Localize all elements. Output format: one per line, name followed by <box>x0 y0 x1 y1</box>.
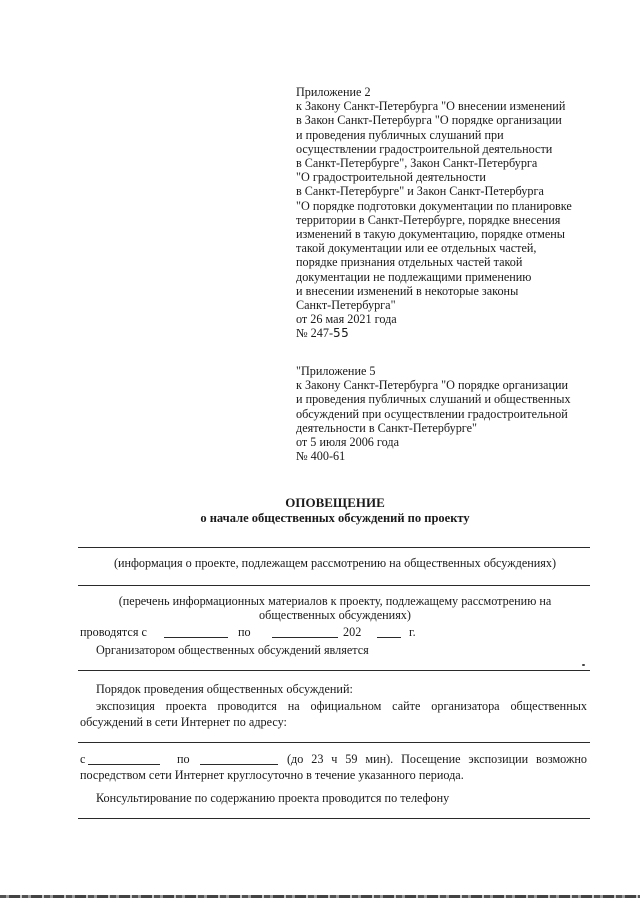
consult-line <box>78 818 590 819</box>
annex-2-line: от 26 мая 2021 года <box>296 312 397 327</box>
annex-5-line: обсуждений при осуществлении градостроительной <box>296 406 568 421</box>
annex-2-line: осуществлении градостроительной деятельности <box>296 141 553 156</box>
annex-2-line: такой документации или ее отдельных частей, <box>296 241 537 256</box>
annex-2-header <box>296 85 596 341</box>
visit-text-2: посредством сети Интернет круглосуточно в течение указанного периода. <box>80 768 464 782</box>
organizer-line <box>78 670 590 671</box>
period-row <box>80 625 147 639</box>
from-label: с <box>80 752 86 766</box>
project-info-line <box>78 547 590 548</box>
materials-caption-1: (перечень информационных материалов к проекту, подлежащему рассмотрению на <box>118 594 552 608</box>
annex-2-line: "О градостроительной деятельности <box>296 170 486 185</box>
annex-5-line: "Приложение 5 <box>296 364 376 378</box>
project-info-caption: (информация о проекте, подлежащем рассмотрению на общественных обсуждениях) <box>113 556 557 570</box>
from-date-blank <box>88 764 160 765</box>
period-year-blank <box>377 637 401 638</box>
notice-title: ОПОВЕЩЕНИЕ <box>285 495 385 510</box>
materials-caption-2: общественных обсуждениях) <box>259 608 411 622</box>
annex-2-line: "О порядке подготовки документации по планировке <box>296 198 572 213</box>
annex-5-line: № 400-61 <box>296 449 346 464</box>
period-to-label: по <box>238 625 251 639</box>
annex-2-line: к Закону Санкт-Петербурга "О внесении изменений <box>296 99 566 114</box>
annex-2-line: порядке признания отдельных частей такой <box>296 255 523 270</box>
annex-2-line: Санкт-Петербурга" <box>296 298 396 313</box>
annex-2-line: в Закон Санкт-Петербурга "О порядке организации <box>296 113 562 128</box>
annex-2-line: и проведения публичных слушаний при <box>296 127 504 142</box>
annex-5-header <box>296 364 596 463</box>
organizer-label: Организатором общественных обсуждений является <box>96 643 369 657</box>
period-end-blank <box>272 637 338 638</box>
materials-line <box>78 585 590 586</box>
annex-5-line: от 5 июля 2006 года <box>296 435 399 450</box>
annex-2-line: в Санкт-Петербурге" и Закон Санкт-Петербурга <box>296 184 544 199</box>
exposition-paragraph: экспозиция проекта проводится на официальном сайте организатора общественных обсуждений в сети Интернет по адресу: <box>80 699 587 729</box>
scan-edge <box>0 895 640 898</box>
law-number-handwritten: 55 <box>333 326 350 341</box>
period-year-label: 202 <box>343 625 362 639</box>
annex-2-line: и внесении изменений в некоторые законы <box>296 283 519 298</box>
visit-text: (до 23 ч 59 мин). Посещение экспозиции возможно <box>287 752 587 766</box>
annex-2-line: в Санкт-Петербурге", Закон Санкт-Петербурга <box>296 156 538 171</box>
consult-label: Консультирование по содержанию проекта проводится по телефону <box>96 791 450 805</box>
annex-5-line: к Закону Санкт-Петербурга "О порядке организации <box>296 378 569 393</box>
annex-2-line: Приложение 2 <box>296 85 371 99</box>
law-number-prefix: № 247- <box>296 326 334 341</box>
to-date-blank <box>200 764 278 765</box>
to-label: по <box>177 752 190 766</box>
annex-2-line: территории в Санкт-Петербурге, порядке внесения <box>296 212 561 227</box>
period-start-blank <box>164 637 228 638</box>
exposition-text <box>80 698 587 730</box>
notice-subtitle: о начале общественных обсуждений по проекту <box>200 511 470 525</box>
annex-2-line: изменений в такую документацию, порядке отмены <box>296 227 565 242</box>
scan-speck <box>582 664 585 666</box>
period-label: проводятся с <box>80 625 147 639</box>
exposition-address-line <box>78 742 590 743</box>
annex-5-line: и проведения публичных слушаний и общественных <box>296 392 571 407</box>
annex-2-line: документации не подлежащими применению <box>296 269 532 284</box>
period-year-suffix: г. <box>409 625 416 639</box>
procedure-title: Порядок проведения общественных обсуждений: <box>96 682 353 696</box>
annex-5-line: деятельности в Санкт-Петербурге" <box>296 420 478 435</box>
law-number <box>296 326 596 340</box>
